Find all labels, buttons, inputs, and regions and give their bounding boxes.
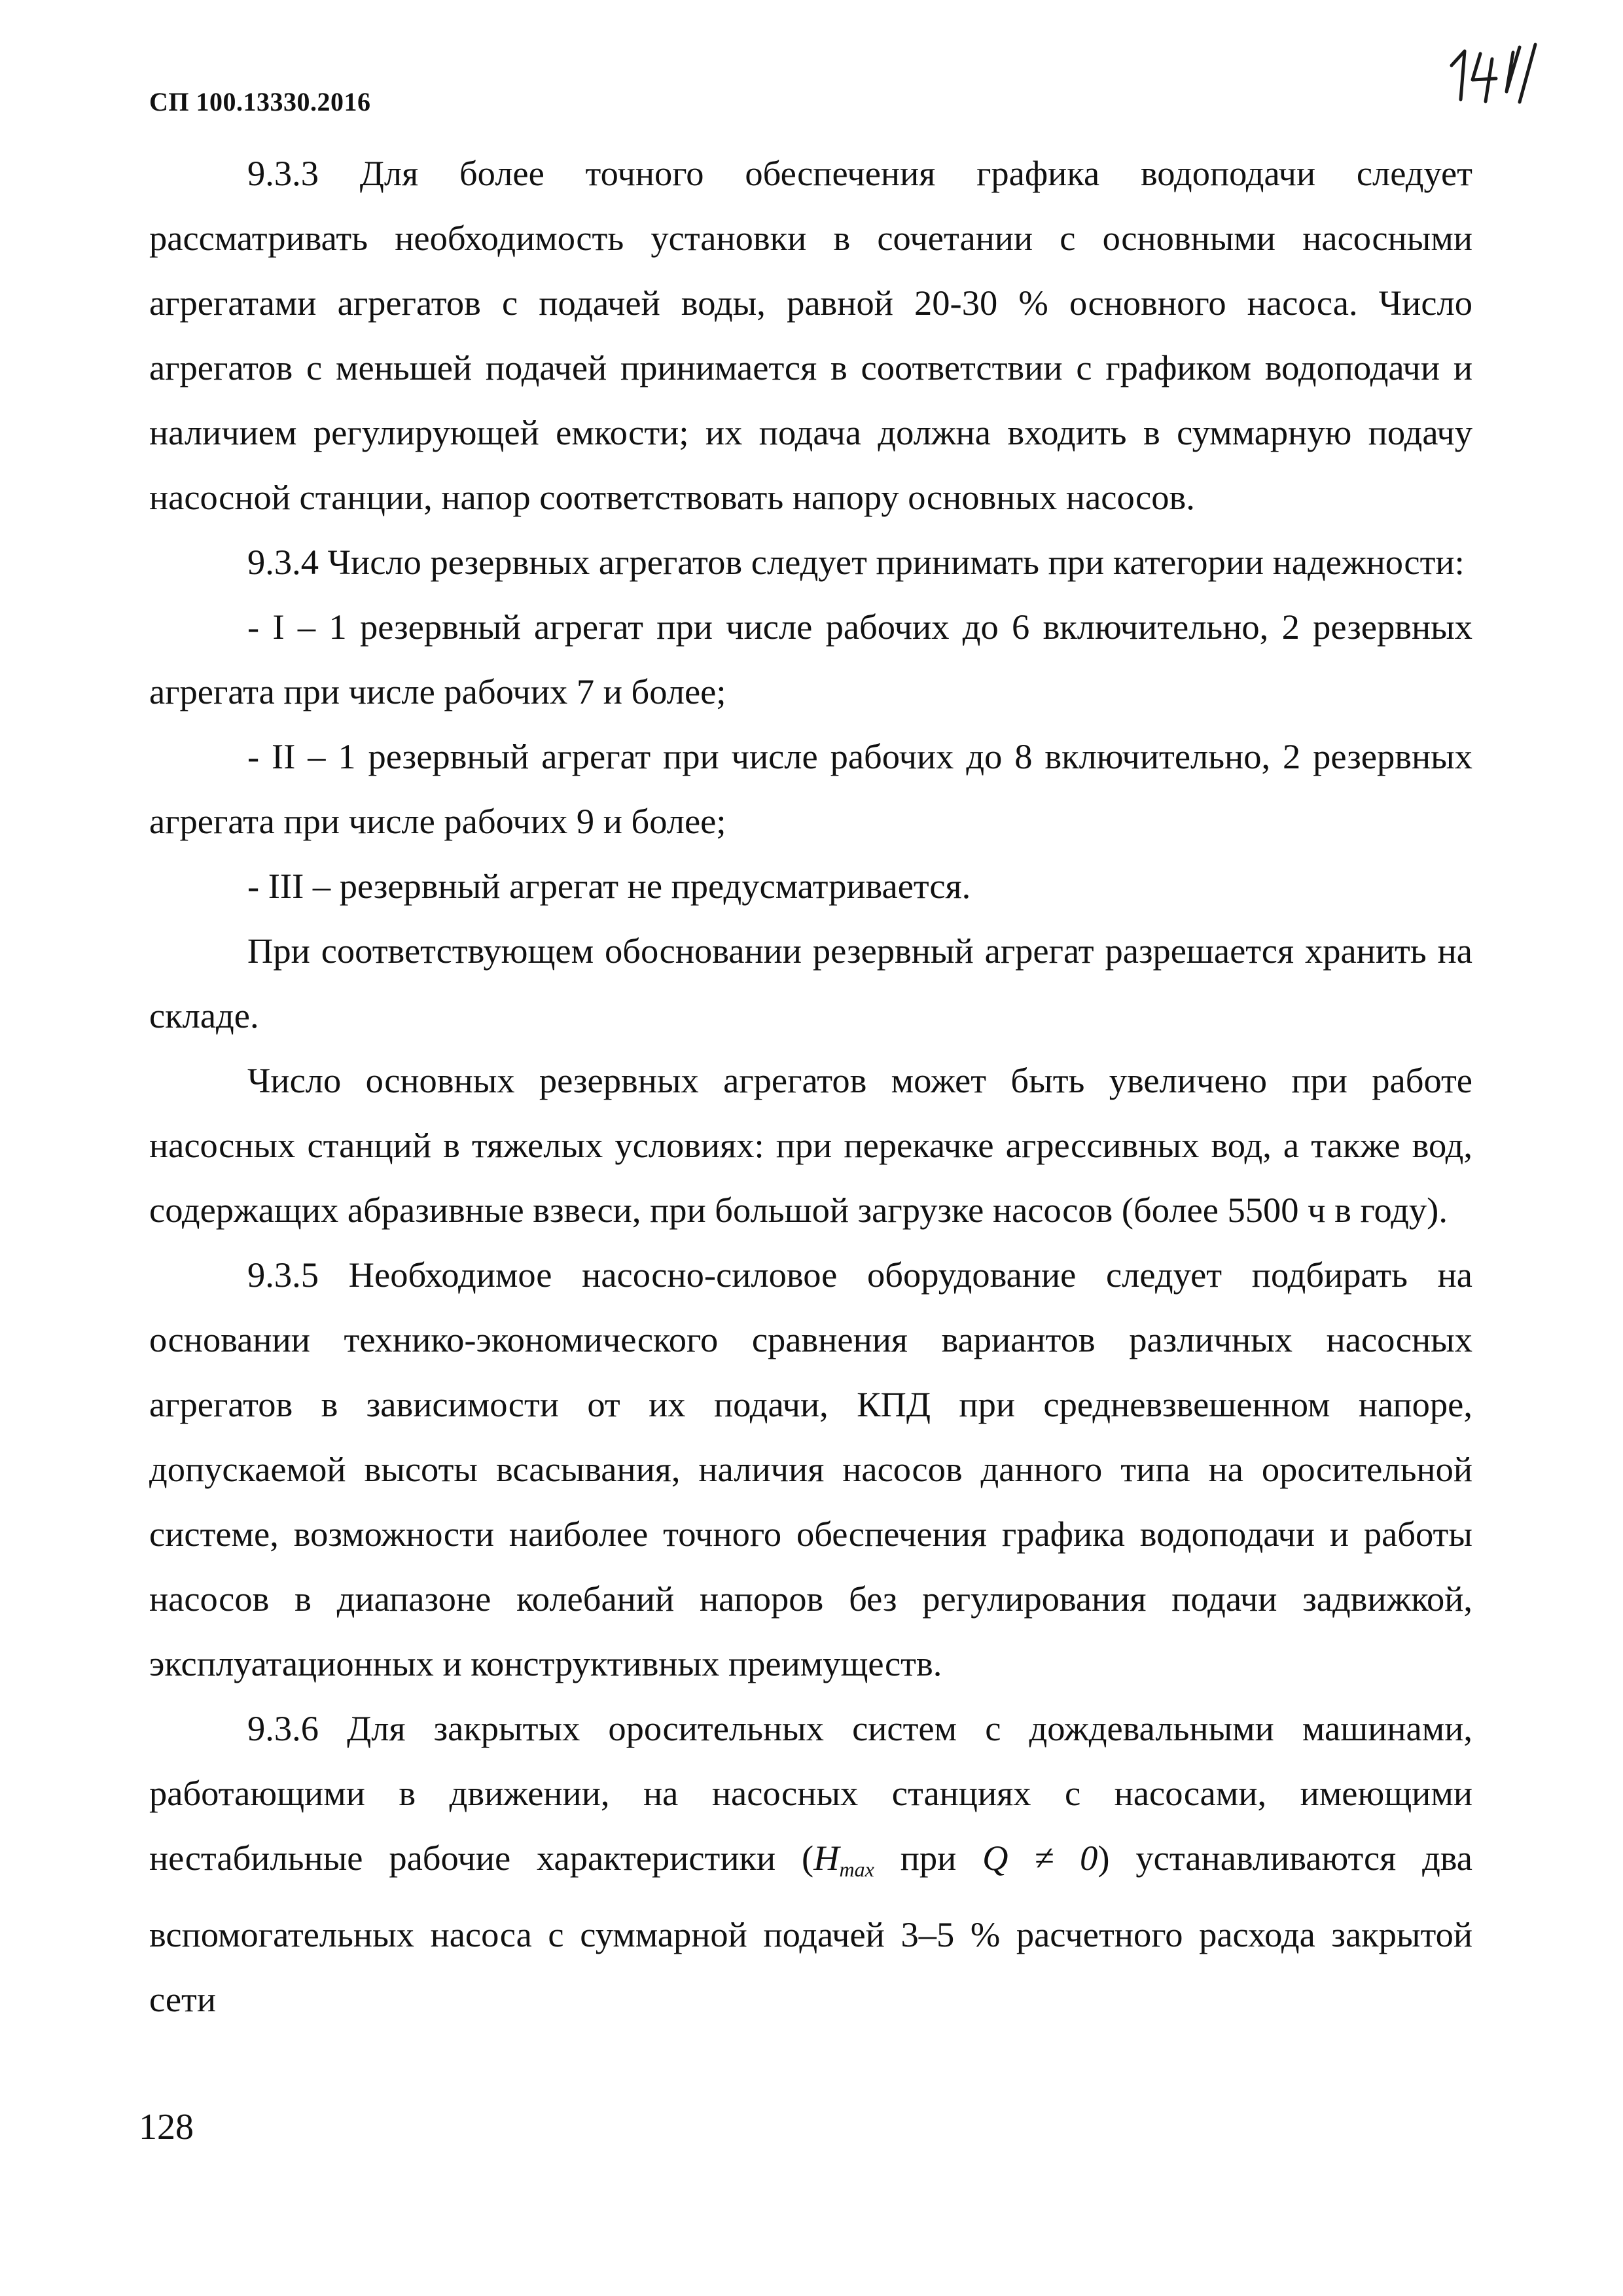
paragraph-increase: Число основных резервных агрегатов может быть увеличено при работе насосных станций в тяжелых условиях: при перекачке агрессивных вод, а также вод, содержащих абразивные взвеси, при большой загрузке насосов (более 5500 ч в году).: [149, 1060, 1472, 1230]
paragraph-9-3-5: 9.3.5 Необходимое насосно-силовое оборудование следует подбирать на основании технико-экономического сравнения вариантов различных насосных агрегатов в зависимости от их подачи, КПД при средневзвешенном напоре, допускаемой высоты всасывания, наличия насосов данного типа на оросительной системе, возможности наиболее точного обеспечения графика водоподачи и работы насосов в диапазоне колебаний напоров без регулирования подачи задвижкой, эксплуатационных и конструктивных преимуществ.: [149, 1255, 1472, 1683]
paragraph-9-3-3: 9.3.3 Для более точного обеспечения графика водоподачи следует рассматривать необходимость установки в сочетании с основными насосными агрегатами агрегатов с подачей воды, равной 20-30 % основного насоса. Число агрегатов с меньшей подачей принимается в соответствии с графиком водоподачи и наличием регулирующей емкости; их подача должна входить в суммарную подачу насосной станции, напор соответствовать напору основных насосов.: [149, 153, 1472, 517]
head-symbol: H: [813, 1838, 840, 1878]
paragraph-9-3-6-end: ) устанавливаются два вспомогательных насоса с суммарной подачей 3–5 % расчетного расхода закрытой сети: [149, 1838, 1472, 2019]
page-number: 128: [139, 2107, 194, 2147]
handwritten-page-number-icon: [1446, 39, 1544, 105]
paragraph-9-3-6-middle: при: [874, 1838, 983, 1878]
list-item-category-3: - III – резервный агрегат не предусматривается.: [247, 866, 971, 906]
head-subscript: max: [839, 1857, 874, 1881]
paragraph-9-3-4: 9.3.4 Число резервных агрегатов следует принимать при категории надежности:: [247, 542, 1465, 582]
list-item-category-2: - II – 1 резервный агрегат при числе рабочих до 8 включительно, 2 резервных агрегата при числе рабочих 9 и более;: [149, 736, 1472, 841]
paragraph-9-3-6: [149, 1696, 1472, 2032]
paragraph-9-3-6-start: 9.3.6 Для закрытых оросительных систем с дождевальными машинами, работающими в движении, на насосных станциях с насосами, имеющими нестабильные рабочие характеристики (: [149, 1708, 1472, 1878]
flow-expression: Q ≠ 0: [982, 1838, 1098, 1878]
list-item-category-1: - I – 1 резервный агрегат при числе рабочих до 6 включительно, 2 резервных агрегата при числе рабочих 7 и более;: [149, 607, 1472, 711]
document-body: [149, 141, 1472, 2032]
document-code: СП 100.13330.2016: [149, 87, 371, 117]
paragraph-storage: При соответствующем обосновании резервный агрегат разрешается хранить на складе.: [149, 931, 1472, 1035]
